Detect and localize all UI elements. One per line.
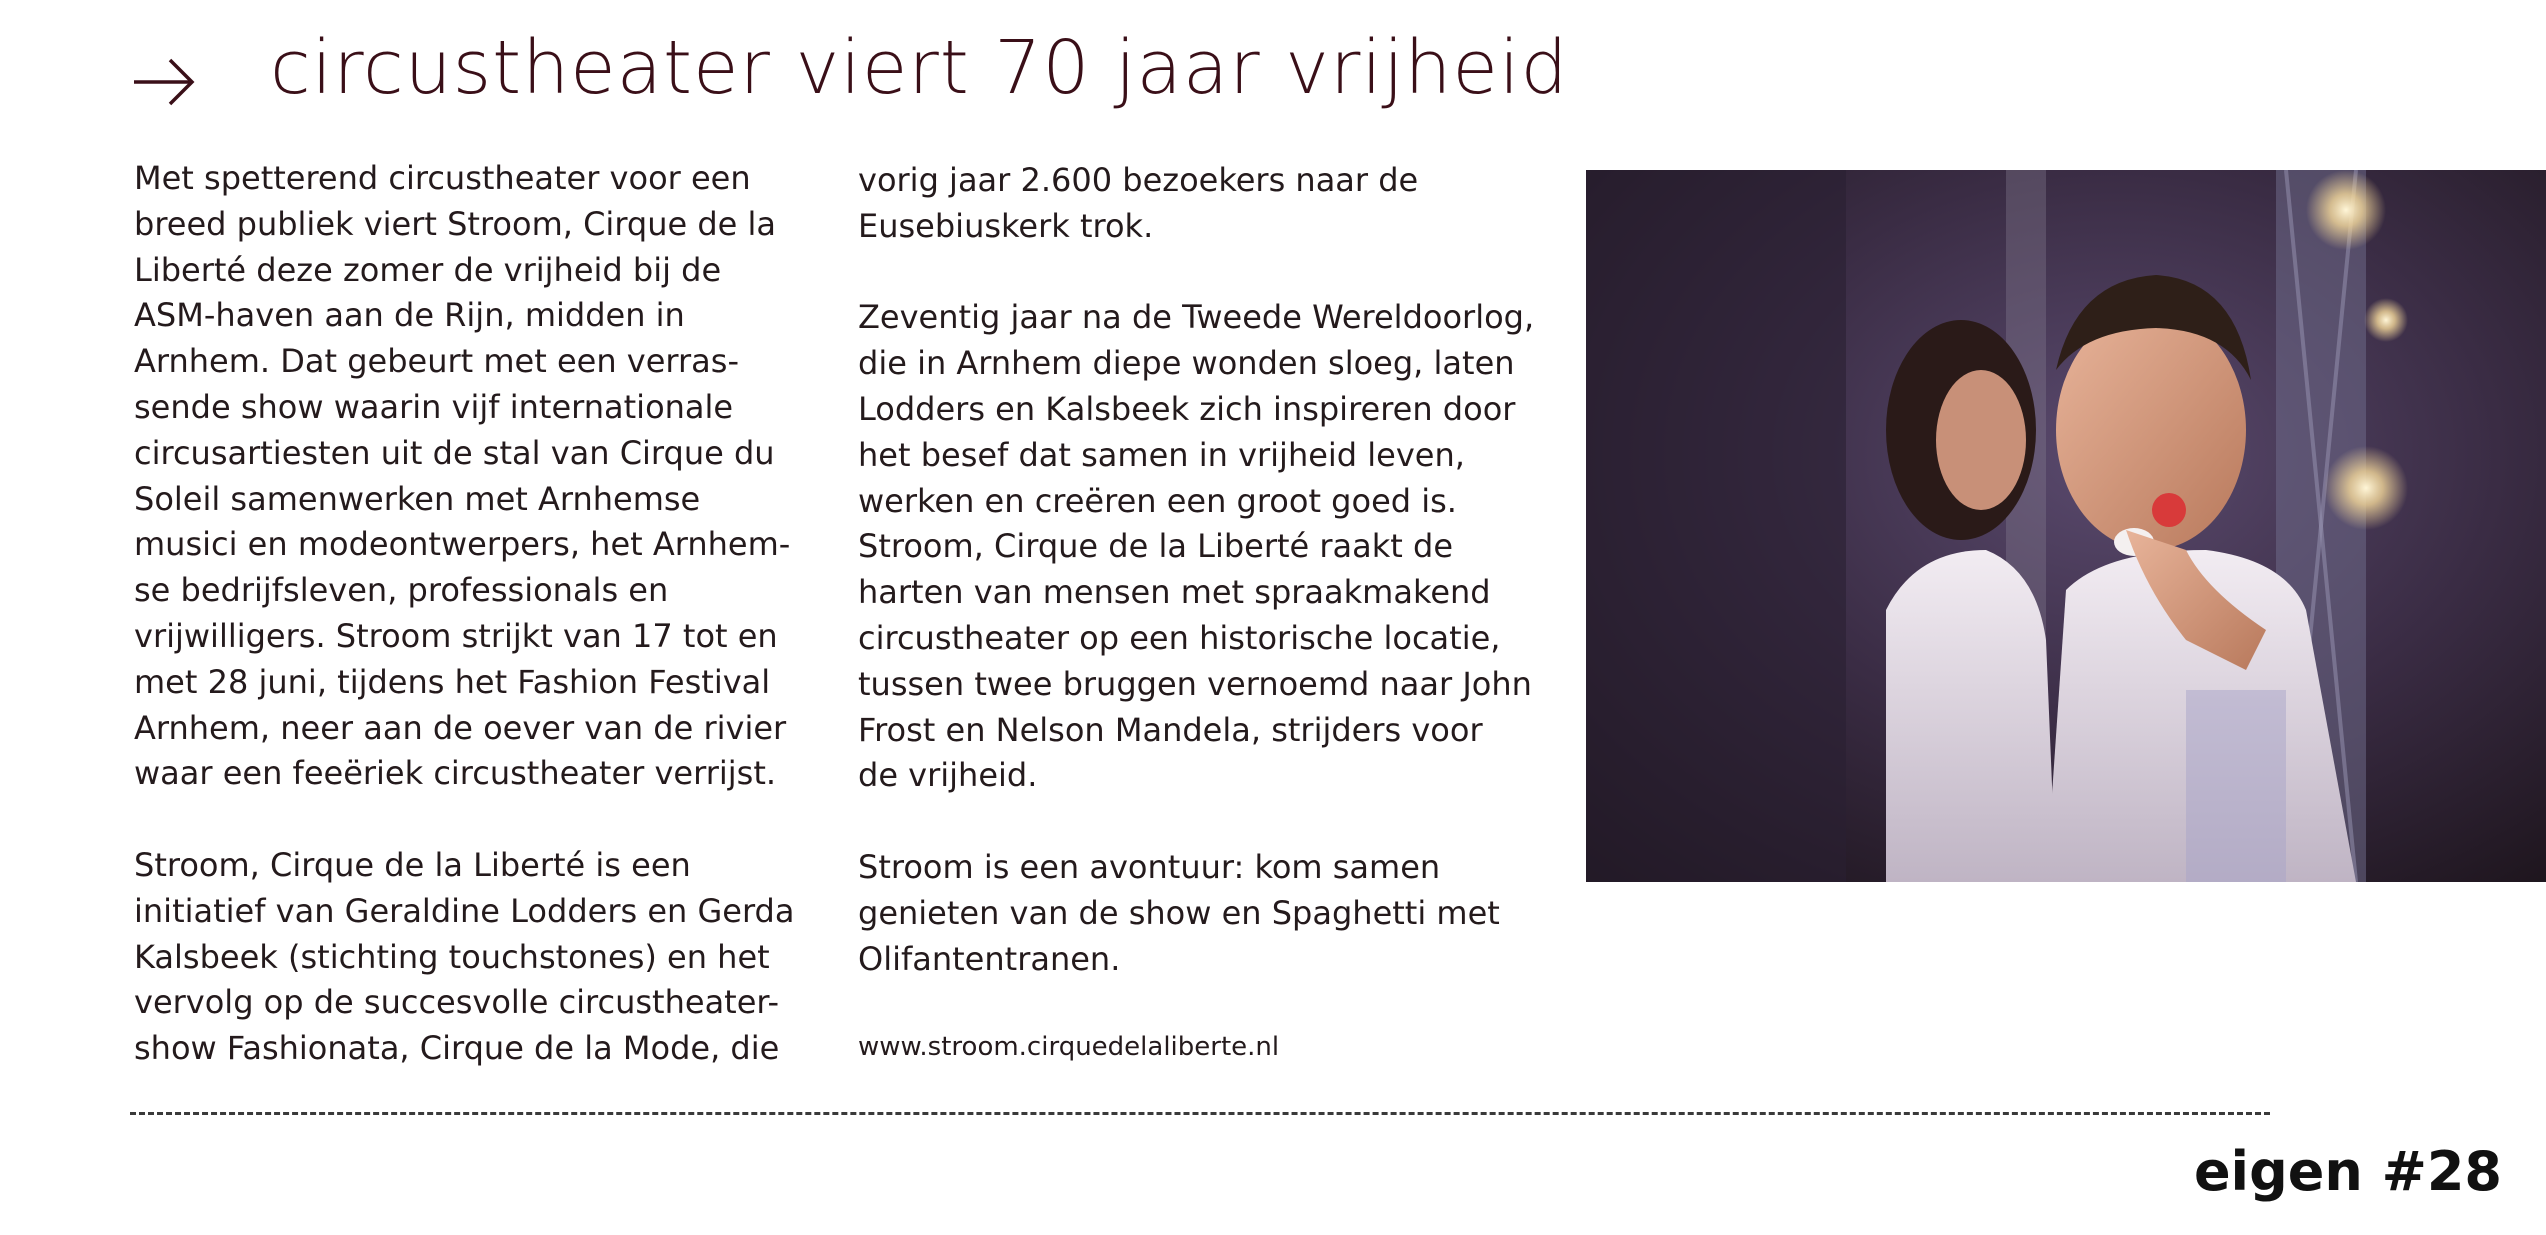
paragraph-5	[858, 845, 1558, 982]
text-line: Stroom, Cirque de la Liberté is een	[134, 845, 691, 884]
text-line: die in Arnhem diepe wonden sloeg, laten	[858, 344, 1515, 383]
text-line: genieten van de show en Spaghetti met	[858, 893, 1500, 932]
text-line: Olifantentranen.	[858, 939, 1121, 978]
text-line: tussen twee bruggen vernoemd naar John	[858, 664, 1532, 703]
clown-performer-photo	[1586, 170, 2546, 882]
text-line: harten van mensen met spraakmakend	[858, 573, 1491, 612]
arrow-right-icon	[130, 42, 200, 122]
text-line: vervolg op de succesvolle circustheater-	[134, 983, 780, 1022]
text-line: breed publiek viert Stroom, Cirque de la	[134, 204, 777, 243]
text-line: Eusebiuskerk trok.	[858, 206, 1154, 245]
website-link[interactable]: www.stroom.cirquedelaliberte.nl	[858, 1032, 1280, 1062]
text-line: de vrijheid.	[858, 756, 1038, 795]
page-footer-label: eigen #28	[2193, 1140, 2502, 1203]
text-line: met 28 juni, tijdens het Fashion Festival	[134, 662, 771, 701]
text-line: Arnhem, neer aan de oever van de rivier	[134, 708, 787, 747]
paragraph-4	[858, 295, 1558, 799]
text-line: show Fashionata, Cirque de la Mode, die	[134, 1029, 780, 1068]
text-line: Arnhem. Dat gebeurt met een verras-	[134, 342, 739, 381]
article-title: circustheater viert 70 jaar vrijheid	[270, 25, 1569, 111]
text-line: Soleil samenwerken met Arnhemse	[134, 479, 701, 518]
text-line: Stroom is een avontuur: kom samen	[858, 847, 1441, 886]
text-line: initiatief van Geraldine Lodders en Gerda	[134, 891, 795, 930]
text-line: het besef dat samen in vrijheid leven,	[858, 435, 1465, 474]
text-line: werken en creëren een groot goed is.	[858, 481, 1457, 520]
paragraph-1	[134, 156, 804, 797]
paragraph-2	[134, 843, 804, 1072]
text-line: ASM-haven aan de Rijn, midden in	[134, 296, 685, 335]
text-line: vorig jaar 2.600 bezoekers naar de	[858, 161, 1419, 199]
text-line: se bedrijfsleven, professionals en	[134, 571, 669, 610]
column-2	[858, 158, 1558, 982]
paragraph-3	[858, 158, 1558, 250]
text-line: Lodders en Kalsbeek zich inspireren door	[858, 389, 1516, 428]
text-line: Kalsbeek (stichting touchstones) en het	[134, 937, 770, 976]
text-line: circustheater op een historische locatie,	[858, 618, 1501, 657]
divider-line	[130, 1112, 2270, 1115]
text-line: Zeventig jaar na de Tweede Wereldoorlog,	[858, 298, 1535, 337]
text-line: Stroom, Cirque de la Liberté raakt de	[858, 527, 1454, 566]
text-line: vrijwilligers. Stroom strijkt van 17 tot en	[134, 616, 778, 655]
text-line: circusartiesten uit de stal van Cirque du	[134, 433, 775, 472]
text-line: sende show waarin vijf internationale	[134, 387, 734, 426]
text-line: Met spetterend circustheater voor een	[134, 159, 751, 197]
text-line: Frost en Nelson Mandela, strijders voor	[858, 710, 1483, 749]
text-line: Liberté deze zomer de vrijheid bij de	[134, 250, 722, 289]
column-1	[134, 156, 804, 1072]
text-line: waar een feeëriek circustheater verrijst.	[134, 754, 777, 793]
text-line: musici en modeontwerpers, het Arnhem-	[134, 525, 791, 564]
